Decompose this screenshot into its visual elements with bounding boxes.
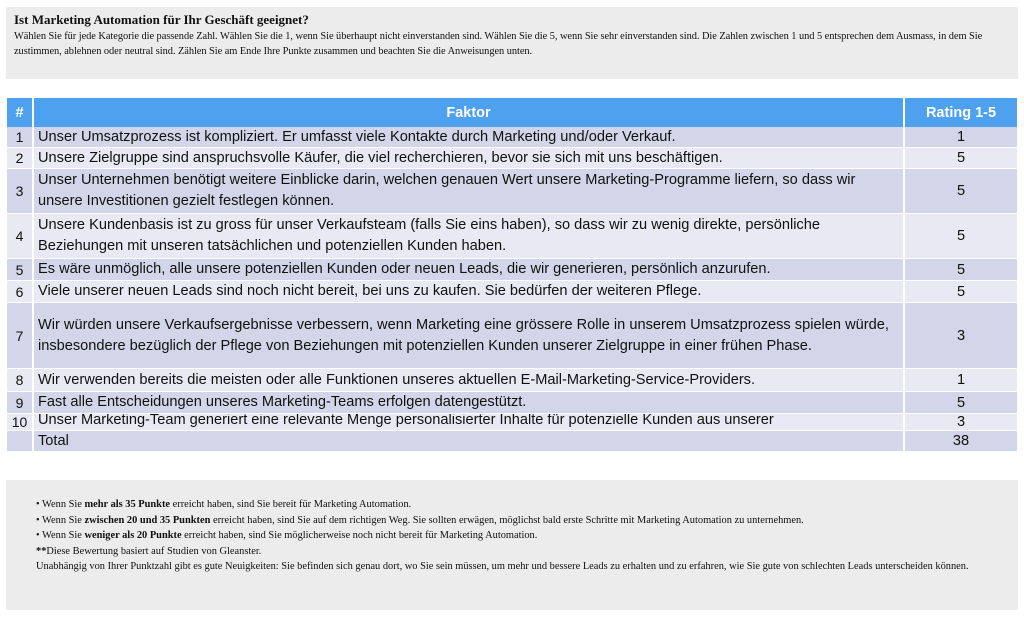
row-rating[interactable]: 3	[956, 327, 966, 344]
table-row	[7, 281, 1017, 303]
header-num: #	[7, 98, 34, 127]
row-factor: Unsere Zielgruppe sind anspruchsvolle Käufer, die viel recherchieren, bevor sie sich mit uns beschäftigen.	[34, 148, 905, 168]
row-rating[interactable]: 5	[956, 261, 966, 278]
table-row	[7, 392, 1017, 414]
row-factor: Unser Unternehmen benötigt weitere Einblicke darin, welchen genauen Wert unsere Marketing-Programme liefern, so dass wir unsere Investitionen gezielt festlegen können.	[34, 169, 905, 213]
total-row	[7, 431, 1017, 452]
row-num: 4	[7, 214, 34, 258]
closing-text: Unabhängig von Ihrer Punktzahl gibt es gute Neuigkeiten: Sie befinden sich genau dort, wo Sie sein müssen, um mehr und bessere Leads zu erhalten und zu erfahren, wie Sie gute von schlechten Leads unterscheiden können.	[36, 561, 969, 572]
note-text: • Wenn Sie	[36, 530, 85, 541]
row-factor: Unser Marketing-Team generiert eine relevante Menge personalisierter Inhalte für potenzielle Kunden aus unserer	[34, 414, 905, 430]
row-rating[interactable]: 5	[956, 228, 966, 244]
row-num: 1	[7, 127, 34, 147]
header-factor: Faktor	[34, 98, 905, 127]
intro-text: Wählen Sie für jede Kategorie die passende Zahl. Wählen Sie die 1, wenn Sie überhaupt nicht einverstanden sind. Wählen Sie die 5, wenn Sie sehr einverstanden sind. Die Zahlen zwischen 1 und 5 entsprechen dem Ausmass, in dem Sie zustimmen, ablehnen oder neutral sind. Zählen Sie am Ende Ihre Punkte zusammen und beachten Sie die Anweisungen unten.	[14, 31, 983, 57]
row-rating[interactable]: 5	[956, 394, 966, 411]
row-rating[interactable]: 5	[956, 183, 966, 199]
row-num: 8	[7, 369, 34, 391]
table-row	[7, 148, 1017, 169]
footnote-text: Diese Bewertung basiert auf Studien von Gleanster.	[46, 545, 262, 557]
table-row	[7, 169, 1017, 214]
note-bullet-2	[36, 513, 988, 529]
table-body	[7, 127, 1017, 452]
note-highlight: mehr als 35 Punkte	[84, 499, 171, 510]
row-factor: Es wäre unmöglich, alle unsere potenziellen Kunden oder neuen Leads, die wir generieren, persönlich anzurufen.	[34, 259, 905, 280]
row-factor: Fast alle Entscheidungen unseres Marketing-Teams erfolgen datengestützt.	[34, 392, 905, 413]
table-row	[7, 214, 1017, 259]
row-num: 9	[7, 392, 34, 413]
row-num: 3	[7, 169, 34, 213]
footnote	[36, 544, 988, 560]
row-rating[interactable]: 5	[956, 150, 966, 166]
row-rating[interactable]: 3	[956, 414, 966, 430]
rating-table	[7, 98, 1017, 452]
footnote-marker: **	[36, 545, 47, 557]
intro-box	[6, 7, 1018, 79]
note-text: erreicht haben, sind Sie bereit für Marketing Automation.	[170, 499, 412, 510]
page-title: Ist Marketing Automation für Ihr Geschäft geeignet?	[14, 12, 309, 27]
table-row	[7, 127, 1017, 148]
row-factor: Wir verwenden bereits die meisten oder alle Funktionen unseres aktuellen E-Mail-Marketing-Service-Providers.	[34, 369, 905, 391]
row-factor: Wir würden unsere Verkaufsergebnisse verbessern, wenn Marketing eine grössere Rolle in unserem Umsatzprozess spielen würde, insbesondere bezüglich der Pflege von Beziehungen mit potenziellen Kunden unserer Zielgruppe in einer frühen Phase.	[34, 303, 905, 368]
row-num: 6	[7, 281, 34, 302]
note-text: erreicht haben, sind Sie möglicherweise noch nicht bereit für Marketing Automation.	[181, 530, 538, 541]
notes-box	[6, 480, 1018, 610]
row-num: 5	[7, 259, 34, 280]
table-header	[7, 98, 1017, 127]
note-highlight: zwischen 20 und 35 Punkten	[84, 514, 211, 526]
table-row	[7, 259, 1017, 281]
row-rating[interactable]: 1	[956, 372, 966, 388]
row-rating[interactable]: 1	[956, 129, 966, 145]
row-rating[interactable]: 5	[956, 283, 966, 300]
note-bullet-1	[36, 497, 988, 513]
total-label: Total	[34, 431, 905, 451]
note-text: • Wenn Sie	[36, 514, 85, 526]
table-row	[7, 414, 1017, 431]
table-row	[7, 369, 1017, 392]
row-factor: Viele unserer neuen Leads sind noch nicht bereit, bei uns zu kaufen. Sie bedürfen der weiteren Pflege.	[34, 281, 905, 302]
table-row	[7, 303, 1017, 369]
row-num: 10	[7, 414, 34, 430]
total-num-cell	[7, 431, 34, 451]
note-text: erreicht haben, sind Sie auf dem richtigen Weg. Sie sollten erwägen, möglichst bald erste Schritte mit Marketing Automation zu unternehmen.	[210, 514, 804, 526]
note-text: • Wenn Sie	[36, 499, 85, 510]
row-factor: Unsere Kundenbasis ist zu gross für unser Verkaufsteam (falls Sie eins haben), so dass wir zu wenig direkte, persönliche Beziehungen mit unseren tatsächlichen und potenziellen Kunden haben.	[34, 214, 905, 258]
note-highlight: weniger als 20 Punkte	[84, 530, 182, 541]
note-bullet-3	[36, 528, 988, 544]
total-value: 38	[952, 433, 970, 449]
row-num: 2	[7, 148, 34, 168]
header-rating: Rating 1-5	[905, 98, 1017, 127]
row-factor: Unser Umsatzprozess ist kompliziert. Er umfasst viele Kontakte durch Marketing und/oder Verkauf.	[34, 127, 905, 147]
row-num: 7	[7, 303, 34, 368]
